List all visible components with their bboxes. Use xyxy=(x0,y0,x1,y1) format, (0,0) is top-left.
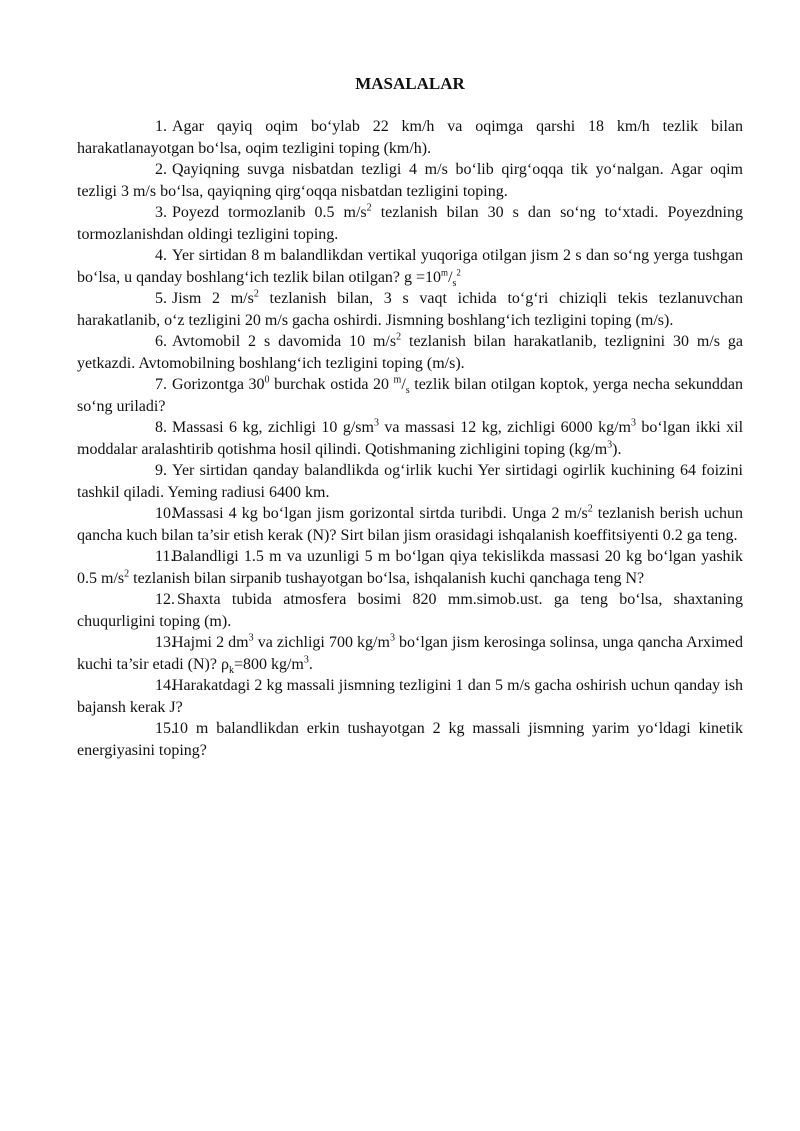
problem-number: 12. xyxy=(155,591,175,608)
problem-10 xyxy=(77,503,743,546)
superscript: 2 xyxy=(396,331,402,343)
problem-text: Hajmi 2 dm xyxy=(172,634,249,651)
superscript: 3 xyxy=(248,632,254,644)
problem-12 xyxy=(77,589,743,632)
superscript: 2 xyxy=(253,288,259,300)
superscript: 3 xyxy=(389,632,395,644)
problem-text: ). xyxy=(612,440,622,458)
unit-fraction: $^m/_s^2$ xyxy=(441,267,461,289)
problem-text: tezlik bilan otilgan koptok, yerga necha sekunddan so‘ng uriladi? xyxy=(77,376,744,415)
problem-text: Massasi 4 kg bo‘lgan jism gorizontal sirtda turibdi. Unga 2 m/s xyxy=(172,505,588,522)
problem-6 xyxy=(77,331,743,374)
problem-4 xyxy=(77,245,743,288)
problem-number: 2. xyxy=(155,161,167,178)
problem-text: tezlanish bilan sirpanib tushayotgan bo‘lsa, ishqalanish kuchi qanchaga teng N? xyxy=(129,569,645,587)
problem-number: 6. xyxy=(155,333,167,350)
superscript: 3 xyxy=(630,417,636,429)
problem-text: bo‘lgan jism kerosinga solinsa, unga qancha Arximed kuchi ta’sir etadi (N)? ρ xyxy=(77,634,744,673)
problem-text: 10 m balandlikdan erkin tushayotgan 2 kg massali jismning yarim yo‘ldagi kinetik energiyasini toping? xyxy=(77,720,743,759)
problem-text: va massasi 12 kg, zichligi 6000 kg/m xyxy=(378,419,631,436)
problem-number: 13. xyxy=(155,634,175,651)
problem-number: 11. xyxy=(155,548,175,565)
problem-number: 14. xyxy=(155,677,175,694)
problem-text: bo‘lgan ikki xil moddalar aralashtirib qotishma hosil qilindi. Qotishmaning zichligini toping (kg/m xyxy=(77,419,744,458)
problem-number: 10. xyxy=(155,505,175,522)
superscript: 3 xyxy=(373,417,379,429)
superscript: 2 xyxy=(124,568,130,580)
problem-number: 15. xyxy=(155,720,175,737)
problem-text: tezlanish bilan 30 s dan so‘ng to‘xtadi. Poyezdning tormozlanishdan oldingi tezligini toping. xyxy=(77,204,744,243)
problem-9 xyxy=(77,460,743,503)
document-title: MASALALAR xyxy=(355,74,465,93)
problem-5 xyxy=(77,288,743,331)
problem-text: tezlanish berish uchun qancha kuch bilan ta’sir etish kerak (N)? Sirt bilan jism orasidagi ishqalanish koeffitsiyenti 0.2 ga teng. xyxy=(77,505,744,544)
problem-text: tezlanish bilan, 3 s vaqt ichida to‘g‘ri chiziqli tekis tezlanuvchan harakatlanib, o‘z tezligini 20 m/s gacha oshirdi. Jismning boshlang‘ich tezligini toping (m/s). xyxy=(77,290,744,329)
problem-number: 5. xyxy=(155,290,167,307)
problem-text: Poyezd tormozlanib 0.5 m/s xyxy=(172,204,367,221)
problem-3 xyxy=(77,202,743,245)
problem-14 xyxy=(77,675,743,718)
problem-text: Balandligi 1.5 m va uzunligi 5 m bo‘lgan qiya tekislikda massasi 20 kg bo‘lgan yashik 0.5 m/s xyxy=(77,548,743,587)
problem-number: 4. xyxy=(155,247,167,264)
problem-number: 8. xyxy=(155,419,167,436)
subscript: k xyxy=(228,664,234,676)
problem-text: Shaxta tubida atmosfera bosimi 820 mm.simob.ust. ga teng bo‘lsa, shaxtaning chuqurligini toping (m). xyxy=(77,591,743,630)
problem-1 xyxy=(77,116,743,159)
problem-text: burchak ostida 20 xyxy=(269,376,394,393)
problem-text: Agar qayiq oqim bo‘ylab 22 km/h va oqimga qarshi 18 km/h tezlik bilan harakatlanayotgan bo‘lsa, oqim tezligini toping (km/h). xyxy=(77,118,743,157)
problem-text: Massasi 6 kg, zichligi 10 g/sm xyxy=(172,419,374,436)
problem-number: 7. xyxy=(155,376,167,393)
problem-2 xyxy=(77,159,743,202)
problem-13 xyxy=(77,632,743,675)
problem-text: tezlanish bilan harakatlanib, tezlignini 30 m/s ga yetkazdi. Avtomobilning boshlang‘ich tezligini toping (m/s). xyxy=(77,333,744,372)
problem-number: 9. xyxy=(155,462,167,479)
problem-text: Gorizontga 30 xyxy=(172,376,265,393)
problem-text: Harakatdagi 2 kg massali jismning tezligini 1 dan 5 m/s gacha oshirish uchun qanday ish bajansh kerak J? xyxy=(77,677,743,716)
problem-7 xyxy=(77,374,743,417)
problem-11 xyxy=(77,546,743,589)
superscript: 3 xyxy=(607,439,613,451)
problem-8 xyxy=(77,417,743,460)
document-page xyxy=(77,72,743,761)
problem-number: 1. xyxy=(155,118,167,135)
problem-text: =800 kg/m xyxy=(233,655,304,673)
problem-text: Avtomobil 2 s davomida 10 m/s xyxy=(172,333,397,350)
problem-text: Jism 2 m/s xyxy=(172,290,254,307)
problem-text: Qayiqning suvga nisbatdan tezligi 4 m/s bo‘lib qirg‘oqqa tik yo‘nalgan. Agar oqim tezligi 3 m/s bo‘lsa, qayiqning qirg‘oqqa nisbatdan tezligini toping. xyxy=(77,161,743,200)
problem-text: Yer sirtidan 8 m balandlikdan vertikal yuqoriga otilgan jism 2 s dan so‘ng yerga tushgan bo‘lsa, u qanday boshlang‘ich tezlik bilan otilgan? g =10 xyxy=(77,247,743,286)
superscript: 2 xyxy=(366,202,372,214)
unit-fraction: $^m/_s$ xyxy=(393,374,410,397)
problem-number: 3. xyxy=(155,204,167,221)
problem-text: Yer sirtidan qanday balandlikda og‘irlik kuchi Yer sirtidagi ogirlik kuchining 64 foizini tashkil qiladi. Yeming radiusi 6400 km. xyxy=(77,462,743,501)
problem-15 xyxy=(77,718,743,761)
superscript: 0 xyxy=(264,374,270,386)
superscript: 3 xyxy=(303,654,309,666)
problem-text: . xyxy=(308,655,313,673)
superscript: 2 xyxy=(587,503,593,515)
problem-text: va zichligi 700 kg/m xyxy=(253,634,390,651)
